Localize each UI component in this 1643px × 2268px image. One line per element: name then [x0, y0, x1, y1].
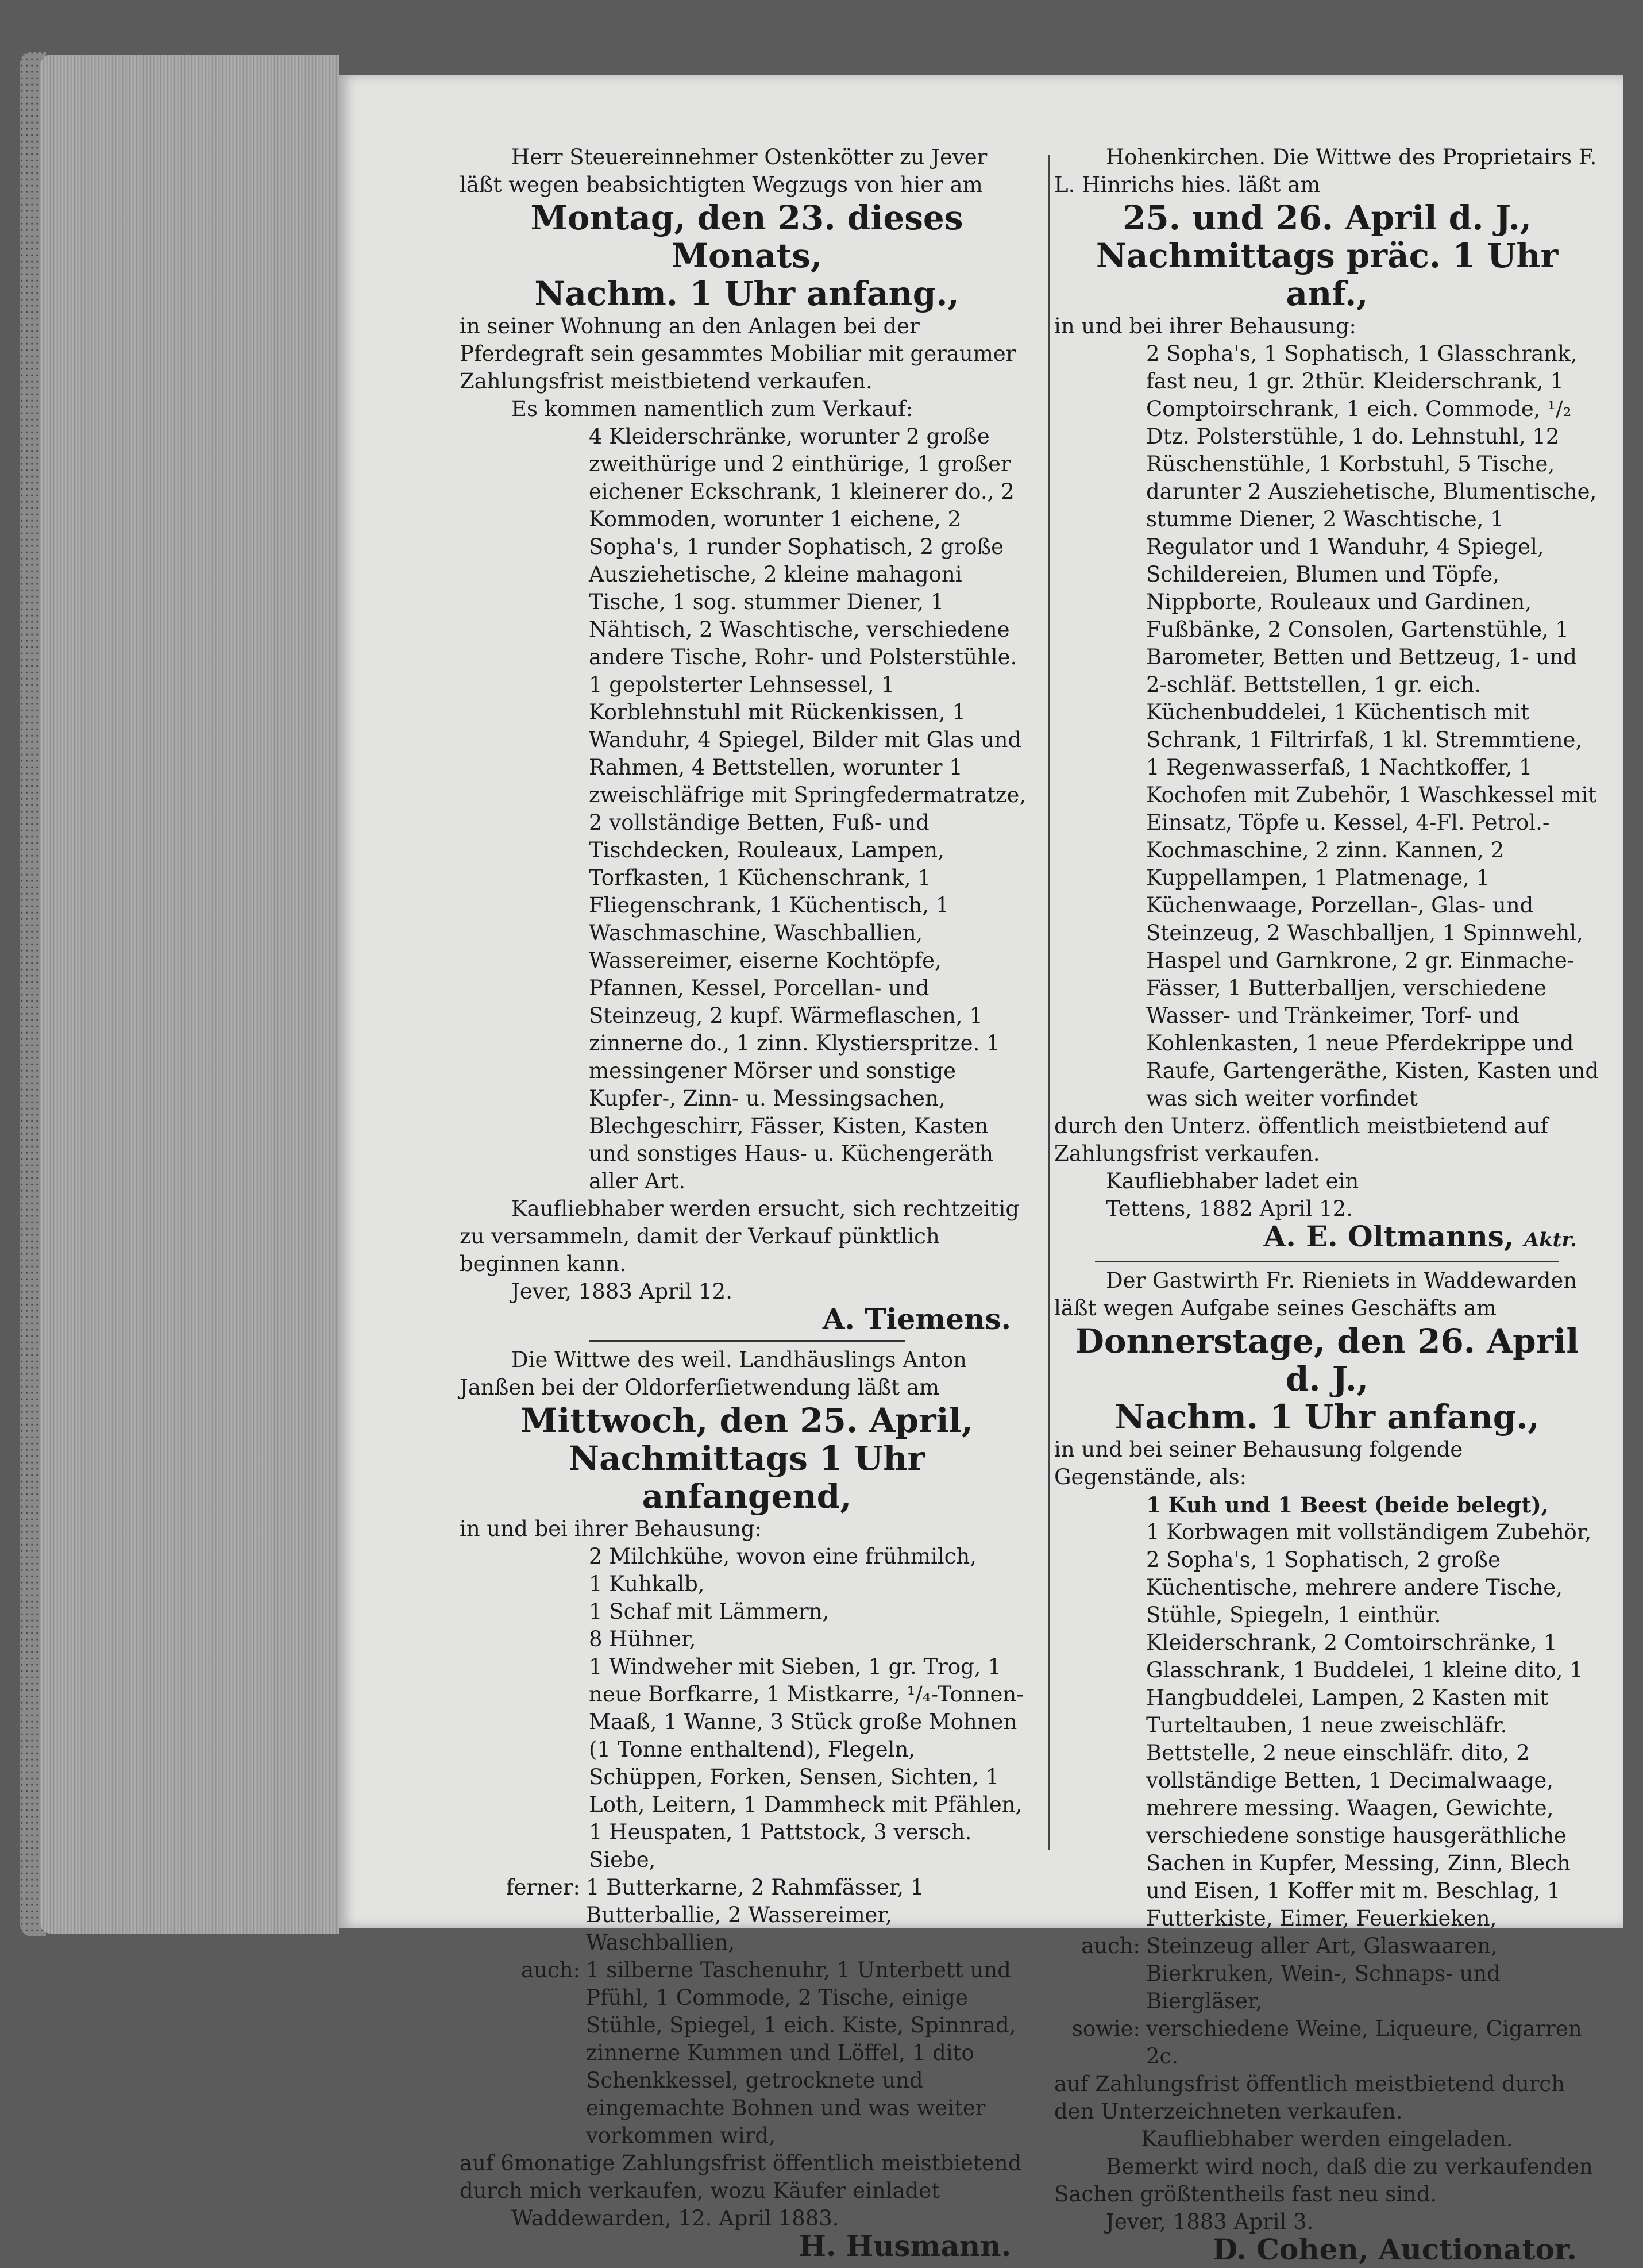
notice-ferner-row: [460, 1874, 1034, 1957]
signature-name: A. E. Oltmanns,: [1263, 1219, 1514, 1253]
notice-headline-time: Nachm. 1 Uhr anfang.,: [534, 274, 959, 313]
notice-separator: [1095, 1261, 1559, 1262]
ferner-items: 1 Butterkarne, 2 Rahmfässer, 1 Butterballie, 2 Wassereimer, Waschballien,: [586, 1875, 924, 1955]
notice-item-list: [460, 1543, 1034, 1874]
notice-invite: Kaufliebhaber werden eingeladen.: [1141, 2127, 1513, 2151]
list-item: 1 Schaf mit Lämmern,: [589, 1599, 830, 1624]
sowie-items: verschiedene Weine, Liqueure, Cigarren 2c.: [1146, 2016, 1582, 2069]
notice-place-date: Waddewarden, 12. April 1883.: [511, 2206, 839, 2231]
notice-item-list: 2 Sopha's, 1 Sophatisch, 1 Glasschrank, fast neu, 1 gr. 2thür. Kleiderschrank, 1 Comptoirschrank, 1 eich. Commode, ¹/₂ Dtz. Polsterstühle, 1 do. Lehnstuhl, 12 Rüschenstühle, 1 Korbstuhl, 5 Tische, darunter 2 Ausziehetische, Blumentische, stumme Diener, 2 Waschtische, 1 Regulator und 1 Wanduhr, 4 Spiegel, Schildereien, Blumen und Töpfe, Nippborte, Rouleaux und Gardinen, Fußbänke, 2 Consolen, Gartenstühle, 1 Barometer, Betten und Bettzeug, 1- und 2-schläf. Bettstellen, 1 gr. eich. Küchenbuddelei, 1 Küchentisch mit Schrank, 1 Filtrirfaß, 1 kl. Stremmtiene, 1 Regenwasserfaß, 1 Nachtkoffer, 1 Kochofen mit Zubehör, 1 Waschkessel mit Einsatz, Töpfe u. Kessel, 4-Fl. Petrol.-Kochmaschine, 2 zinn. Kannen, 2 Kuppellampen, 1 Platmenage, 1 Küchenwaage, Porzellan-, Glas- und Steinzeug, 2 Waschballjen, 1 Spinnwehl, Haspel und Garnkrone, 2 gr. Einmache-Fässer, 1 Butterballjen, verschiedene Wasser- und Tränkeimer, Torf- und Kohlenkasten, 1 neue Pferdekrippe und Raufe, Gartengeräthe, Kisten, Kasten und was sich weiter vorfindet: [1146, 341, 1599, 1111]
notice-intro: Hohenkirchen. Die Wittwe des Proprietairs F. L. Hinrichs hies. läßt am: [1054, 145, 1597, 197]
notice-first-item: 1 Kuh und 1 Beest (beide belegt),: [1146, 1492, 1549, 1518]
left-column: [460, 144, 1034, 2265]
notice-signature: [1054, 1219, 1600, 1254]
notice-body: in und bei ihrer Behausung:: [1054, 314, 1357, 338]
auction-notice-ostenkoetter: [460, 144, 1034, 1336]
notice-headline-date: Donnerstage, den 26. April d. J.,: [1075, 1322, 1579, 1399]
auch-items: Steinzeug aller Art, Glaswaaren, Bierkruken, Wein-, Schnaps- und Biergläser,: [1146, 1934, 1501, 2013]
notice-separator: [589, 1340, 905, 1342]
notice-headline-time: Nachmittags 1 Uhr anfangend,: [569, 1439, 925, 1516]
notice-item-list: 1 Korbwagen mit vollständigem Zubehör, 2 Sopha's, 1 Sophatisch, 2 große Küchentische, mehrere andere Tische, Stühle, Spiegeln, 1 einthür. Kleiderschrank, 2 Comtoirschränke, 1 Glasschrank, 1 Buddelei, 1 kleine dito, 1 Hangbuddelei, Lampen, 2 Kasten mit Turteltauben, 1 neue zweischläfr. Bettstelle, 2 neue einschläfr. dito, 2 vollständige Betten, 1 Decimalwaage, mehrere messing. Waagen, Gewichte, verschiedene sonstige hausgeräthliche Sachen in Kupfer, Messing, Zinn, Blech und Eisen, 1 Koffer mit m. Beschlag, 1 Futterkiste, Eimer, Feuerkieken,: [1146, 1520, 1592, 1931]
signature-suffix: Aktr.: [1524, 1229, 1577, 1252]
notice-auch-row: [460, 1957, 1034, 2150]
notice-item-list: 4 Kleiderschränke, worunter 2 große zweithürige und 2 einthürige, 1 großer eichener Eckschrank, 1 kleinerer do., 2 Kommoden, worunter 1 eichene, 2 Sopha's, 1 runder Sophatisch, 2 große Ausziehetische, 2 kleine mahagoni Tische, 1 sog. stummer Diener, 1 Nähtisch, 2 Waschtische, verschiedene andere Tische, Rohr- und Polsterstühle. 1 gepolsterter Lehnsessel, 1 Korblehnstuhl mit Rückenkissen, 1 Wanduhr, 4 Spiegel, Bilder mit Glas und Rahmen, 4 Bettstellen, worunter 1 zweischläfrige mit Springfedermatratze, 2 vollständige Betten, Fuß- und Tischdecken, Rouleaux, Lampen, Torfkasten, 1 Küchenschrank, 1 Fliegenschrank, 1 Küchentisch, 1 Waschmaschine, Waschballien, Wassereimer, eiserne Kochtöpfe, Pfannen, Kessel, Porcellan- und Steinzeug, 2 kupf. Wärmeflaschen, 1 zinnerne do., 1 zinn. Klystierspritze. 1 messingener Mörser und sonstige Kupfer-, Zinn- u. Messingsachen, Blechgeschirr, Fässer, Kisten, Kasten und sonstiges Haus- u. Küchengeräth aller Art.: [589, 424, 1027, 1193]
list-item: 8 Hühner,: [589, 1627, 696, 1651]
ferner-label: ferner:: [506, 1875, 580, 1900]
auch-label: auch:: [1081, 1934, 1140, 1958]
list-item: 1 Kuhkalb,: [589, 1572, 705, 1596]
newspaper-page: [339, 75, 1623, 2266]
notice-closing: auf 6monatige Zahlungsfrist öffentlich meistbietend durch mich verkaufen, wozu Käufer einladet: [460, 2151, 1022, 2203]
notice-signature: H. Husmann.: [799, 2229, 1011, 2263]
notice-auch-row: [1054, 1932, 1600, 2015]
book-page-stack: [40, 55, 339, 1934]
notice-closing: Kaufliebhaber werden ersucht, sich rechtzeitig zu versammeln, damit der Verkauf pünktlich beginnen kann.: [460, 1196, 1020, 1276]
notice-list-intro: Es kommen namentlich zum Verkauf:: [511, 396, 913, 421]
notice-place-date: Jever, 1883 April 3.: [1106, 2209, 1314, 2234]
notice-headline-date: Mittwoch, den 25. April,: [520, 1401, 973, 1440]
notice-intro: Die Wittwe des weil. Landhäuslings Anton Janßen bei der Oldorferſietwendung läßt am: [460, 1347, 967, 1400]
notice-sowie-row: [1054, 2015, 1600, 2070]
notice-closing: durch den Unterz. öffentlich meistbietend auf Zahlungsfrist verkaufen.: [1054, 1114, 1549, 1166]
notice-body: in seiner Wohnung an den Anlagen bei der Pferdegraft sein gesammtes Mobiliar mit geraumer Zahlungsfrist meistbietend verkaufen.: [460, 314, 1016, 394]
sowie-label: sowie:: [1071, 2016, 1140, 2041]
auch-items: 1 silberne Taschenuhr, 1 Unterbett und Pfühl, 1 Commode, 2 Tische, einige Stühle, Spiegel, 1 eich. Kiste, Spinnrad, zinnerne Kummen und Löffel, 1 dito Schenkkessel, getrocknete und eingemachte Bohnen und was weiter vorkommen wird,: [586, 1958, 1016, 2148]
notice-closing: auf Zahlungsfrist öffentlich meistbietend durch den Unterzeichneten verkaufen.: [1054, 2071, 1565, 2124]
notice-signature: A. Tiemens.: [822, 1302, 1011, 1336]
notice-headline-date: 25. und 26. April d. J.,: [1123, 198, 1532, 237]
notice-body: in und bei seiner Behausung folgende Gegenstände, als:: [1054, 1437, 1463, 1489]
list-item: 1 Windweher mit Sieben, 1 gr. Trog, 1 neue Borfkarre, 1 Mistkarre, ¹/₄-Tonnen-Maaß, 1 Wanne, 3 Stück große Mohnen (1 Tonne enthaltend), Flegeln, Schüppen, Forken, Sensen, Sichten, 1 Loth, Leitern, 1 Dammheck mit Pfählen, 1 Heuspaten, 1 Pattstock, 3 versch. Siebe,: [589, 1654, 1024, 1872]
notice-signature: D. Cohen, Auctionator.: [1212, 2232, 1577, 2266]
notice-invite: Kaufliebhaber ladet ein: [1106, 1169, 1359, 1193]
list-item: 2 Milchkühe, wovon eine frühmilch,: [589, 1544, 977, 1569]
notice-body: in und bei ihrer Behausung:: [460, 1516, 762, 1541]
auch-label: auch:: [521, 1958, 580, 1982]
notice-headline-time: Nachm. 1 Uhr anfang.,: [1114, 1397, 1540, 1437]
notice-place-date: Tettens, 1882 April 12.: [1106, 1196, 1353, 1221]
column-divider: [1048, 155, 1050, 1850]
notice-headline-date: Montag, den 23. dieses Monats,: [530, 198, 963, 275]
notice-intro: Der Gastwirth Fr. Rieniets in Waddewarden läßt wegen Aufgabe seines Geschäfts am: [1054, 1268, 1578, 1320]
auction-notice-hinrichs: [1054, 144, 1600, 1254]
notice-place-date: Jever, 1883 April 12.: [511, 1279, 732, 1304]
right-column: [1054, 144, 1600, 2268]
notice-headline-time: Nachmittags präc. 1 Uhr anf.,: [1096, 236, 1559, 313]
notice-intro: Herr Steuereinnehmer Ostenkötter zu Jever läßt wegen beabsichtigten Wegzugs von hier am: [460, 145, 988, 197]
auction-notice-rieniets: [1054, 1267, 1600, 2266]
notice-remark: Bemerkt wird noch, daß die zu verkaufenden Sachen größtentheils fast neu sind.: [1054, 2154, 1593, 2207]
auction-notice-janssen: [460, 1346, 1034, 2263]
